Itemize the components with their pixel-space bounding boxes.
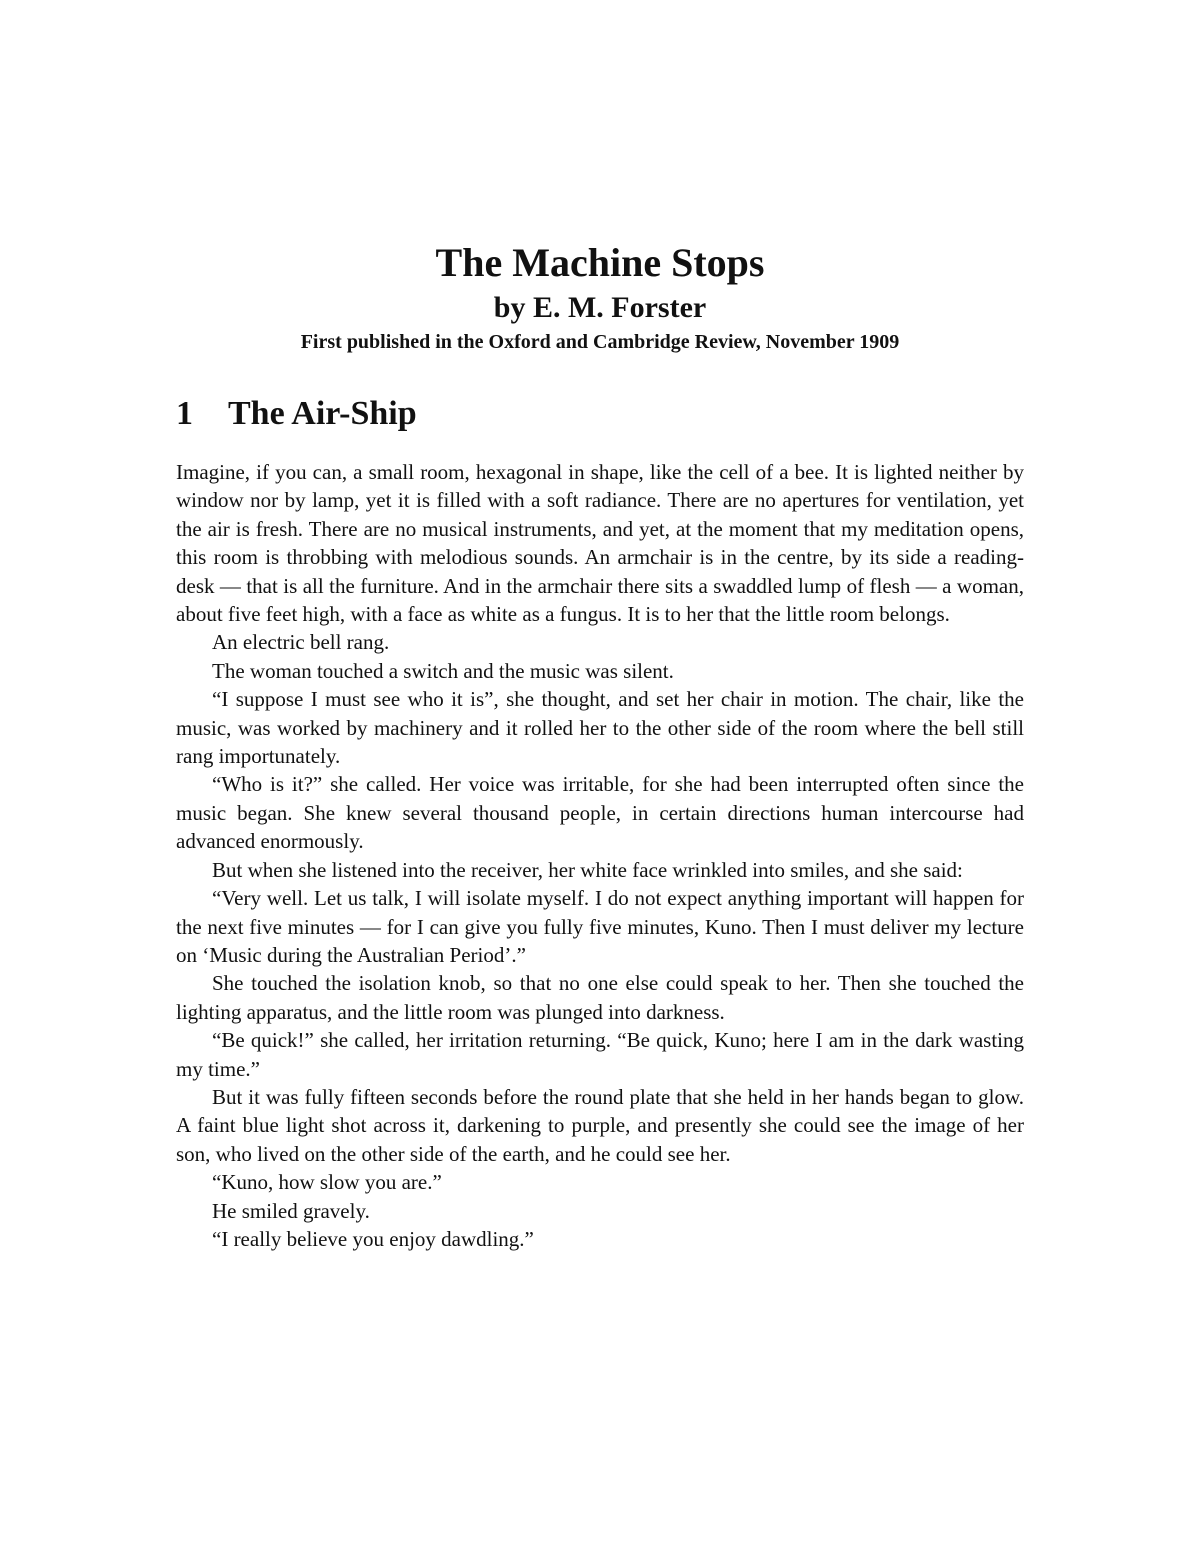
paragraph: “Kuno, how slow you are.”	[212, 1170, 442, 1195]
publication-info: First published in the Oxford and Cambridge Review, November 1909	[300, 331, 900, 353]
paragraph: “I suppose I must see who it is”, she thought, and set her chair in motion. The chair, like the music, was worked by machinery and it rolled her to the other side of the room where the bell still rang importunately.	[176, 687, 1024, 769]
paragraph: An electric bell rang.	[212, 630, 390, 655]
paragraph: “Who is it?” she called. Her voice was irritable, for she had been interrupted often since the music began. She knew several thousand people, in certain directions human intercourse had advanced enormously.	[176, 772, 1024, 854]
paragraph: But it was fully fifteen seconds before the round plate that she held in her hands began to glow. A faint blue light shot across it, darkening to purple, and presently she could see the image of her son, who lived on the other side of the earth, and he could see her.	[176, 1084, 1024, 1166]
title-block	[176, 238, 1024, 356]
document-page	[176, 0, 1024, 1553]
body-text	[176, 458, 1024, 1253]
paragraph: “Be quick!” she called, her irritation returning. “Be quick, Kuno; here I am in the dark wasting my time.”	[176, 1028, 1024, 1081]
paragraph: The woman touched a switch and the music was silent.	[212, 658, 674, 683]
paragraph: Imagine, if you can, a small room, hexagonal in shape, like the cell of a bee. It is lighted neither by window nor by lamp, yet it is filled with a soft radiance. There are no apertures for ventilation, yet the air is fresh. There are no musical instruments, and yet, at the moment that my meditation opens, this room is throbbing with melodious sounds. An armchair is in the centre, by its side a reading-desk — that is all the furniture. And in the armchair there sits a swaddled lump of flesh — a woman, about five feet high, with a face as white as a fungus. It is to her that the little room belongs.	[176, 460, 1024, 627]
paragraph: “I really believe you enjoy dawdling.”	[212, 1226, 534, 1251]
paragraph: He smiled gravely.	[212, 1198, 370, 1223]
section-title: The Air-Ship	[228, 395, 417, 432]
paragraph: She touched the isolation knob, so that no one else could speak to her. Then she touched the lighting apparatus, and the little room was plunged into darkness.	[176, 971, 1024, 1024]
document-author: by E. M. Forster	[493, 291, 707, 324]
paragraph: But when she listened into the receiver, her white face wrinkled into smiles, and she said:	[212, 857, 963, 882]
document-title: The Machine Stops	[435, 240, 765, 285]
paragraph: “Very well. Let us talk, I will isolate myself. I do not expect anything important will happen for the next five minutes — for I can give you fully five minutes, Kuno. Then I must deliver my lecture on ‘Music during the Australian Period’.”	[176, 886, 1024, 967]
section-heading	[176, 392, 417, 436]
section-number: 1	[176, 395, 193, 432]
